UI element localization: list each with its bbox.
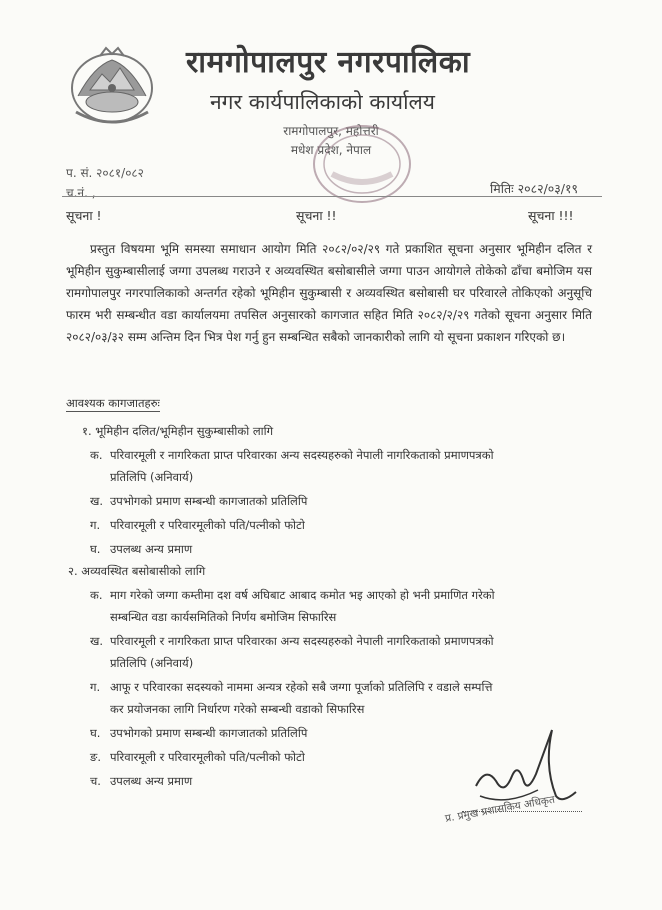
address-line-2: मधेश प्रदेश, नेपाल	[290, 143, 372, 157]
s2-item-4-marker: घ.	[90, 726, 101, 740]
s2-item-2-text: परिवारमूली र नागरिकता प्राप्त परिवारका अन्य सदस्यहरुको नेपाली नागरिकताको प्रमाणपत्रको	[110, 634, 494, 648]
section-2-title: २. अव्यवस्थित बसोबासीको लागि	[68, 564, 206, 578]
s2-item-5-text: परिवारमूली र परिवारमूलीको पति/पत्नीको फोटो	[110, 750, 305, 764]
s1-item-3-text: परिवारमूली र परिवारमूलीको पति/पत्नीको फोटो	[110, 518, 305, 532]
s1-item-1-marker: क.	[90, 448, 103, 462]
office-stamp-icon	[310, 120, 414, 208]
s2-item-2-marker: ख.	[90, 634, 104, 648]
s2-item-3-text-cont: कर प्रयोजनका लागि निर्धारण गरेको सम्बन्धी वडाको सिफारिस	[110, 702, 365, 716]
s1-item-4-marker: घ.	[90, 542, 101, 556]
s1-item-2-text: उपभोगको प्रमाण सम्बन्धी कागजातको प्रतिलिपि	[110, 494, 308, 508]
section-1-title: १. भूमिहीन दलित/भूमिहीन सुकुम्बासीको लागि	[82, 424, 274, 438]
notice-heading-right: सूचना !!!	[528, 208, 574, 223]
s2-item-4-text: उपभोगको प्रमाण सम्बन्धी कागजातको प्रतिलिपि	[110, 726, 308, 740]
notice-body: प्रस्तुत विषयमा भूमि समस्या समाधान आयोग मिति २०८२/०२/२९ गते प्रकाशित सूचना अनुसार भूमिहीन दलित र भूमिहीन सुकुम्बासीलाई जग्गा उपलब्ध गराउने र अव्यवस्थित बसोबासीले जग्गा पाउन आयोगले तोकेको ढाँचा बमोजिम यस रामगोपालपुर नगरपालिकाको अन्तर्गत रहेको भूमिहीन सुकुम्बासी र अव्यवस्थित बसोबासी घर परिवारले तोकिएको अनुसूचि फारम भरी सम्बन्धीत वडा कार्यालयमा तपसिल अनुसारको कागजात सहित मिति २०८२/२/२९ गतेको सूचना अनुसार मिति २०८२/०३/३२ सम्म अन्तिम दिन भित्र पेश गर्नु हुन सम्बन्धित सबैको जानकारीको लागि यो सूचना प्रकाशन गरिएको छ।	[66, 242, 592, 344]
municipality-name: रामगोपालपुर नगरपालिका	[186, 45, 471, 80]
notice-date: मितिः २०८२/०३/१९	[490, 181, 578, 196]
s2-item-6-marker: च.	[90, 774, 101, 788]
s2-item-1-text: माग गरेको जग्गा कम्तीमा दश वर्ष अघिबाट आबाद कमोत भइ आएको हो भनी प्रमाणित गरेको	[110, 588, 495, 602]
s2-item-3-marker: ग.	[90, 680, 101, 694]
s1-item-2-marker: ख.	[90, 494, 104, 508]
s2-item-2-text-cont: प्रतिलिपि (अनिवार्य)	[110, 656, 194, 670]
office-name: नगर कार्यपालिकाको कार्यालय	[210, 90, 435, 114]
s1-item-1-text: परिवारमूली र नागरिकता प्राप्त परिवारका अन्य सदस्यहरुको नेपाली नागरिकताको प्रमाणपत्रको	[110, 448, 494, 462]
s2-item-5-marker: ङ.	[90, 750, 101, 764]
requirements-heading: आवश्यक कागजातहरुः	[66, 396, 160, 410]
s1-item-3-marker: ग.	[90, 518, 101, 532]
s2-item-6-text: उपलब्ध अन्य प्रमाण	[110, 774, 193, 788]
reference-number: प. सं. २०८१/०८२	[66, 166, 144, 180]
notice-heading-center: सूचना !!	[296, 208, 337, 223]
nepal-emblem-icon	[64, 46, 160, 128]
s2-item-1-marker: क.	[90, 588, 103, 602]
s2-item-3-text: आफू र परिवारका सदस्यको नाममा अन्यत्र रहेको सबै जग्गा पूर्जाको प्रतिलिपि र वडाले सम्पत्ति	[110, 680, 493, 694]
s2-item-1-text-cont: सम्बन्धित वडा कार्यसमितिको निर्णय बमोजिम सिफारिस	[110, 610, 337, 624]
s1-item-1-text-cont: प्रतिलिपि (अनिवार्य)	[110, 470, 194, 484]
address-line-1: रामगोपालपुर, महोत्तरी	[283, 124, 379, 138]
header-divider	[62, 196, 602, 197]
notice-heading-left: सूचना !	[66, 208, 102, 223]
signatory-title: प्र. प्रमुख प्रशासकिय अधिकृत	[444, 793, 556, 825]
s1-item-4-text: उपलब्ध अन्य प्रमाण	[110, 542, 193, 556]
dispatch-number: च.नं. ,	[66, 186, 96, 200]
